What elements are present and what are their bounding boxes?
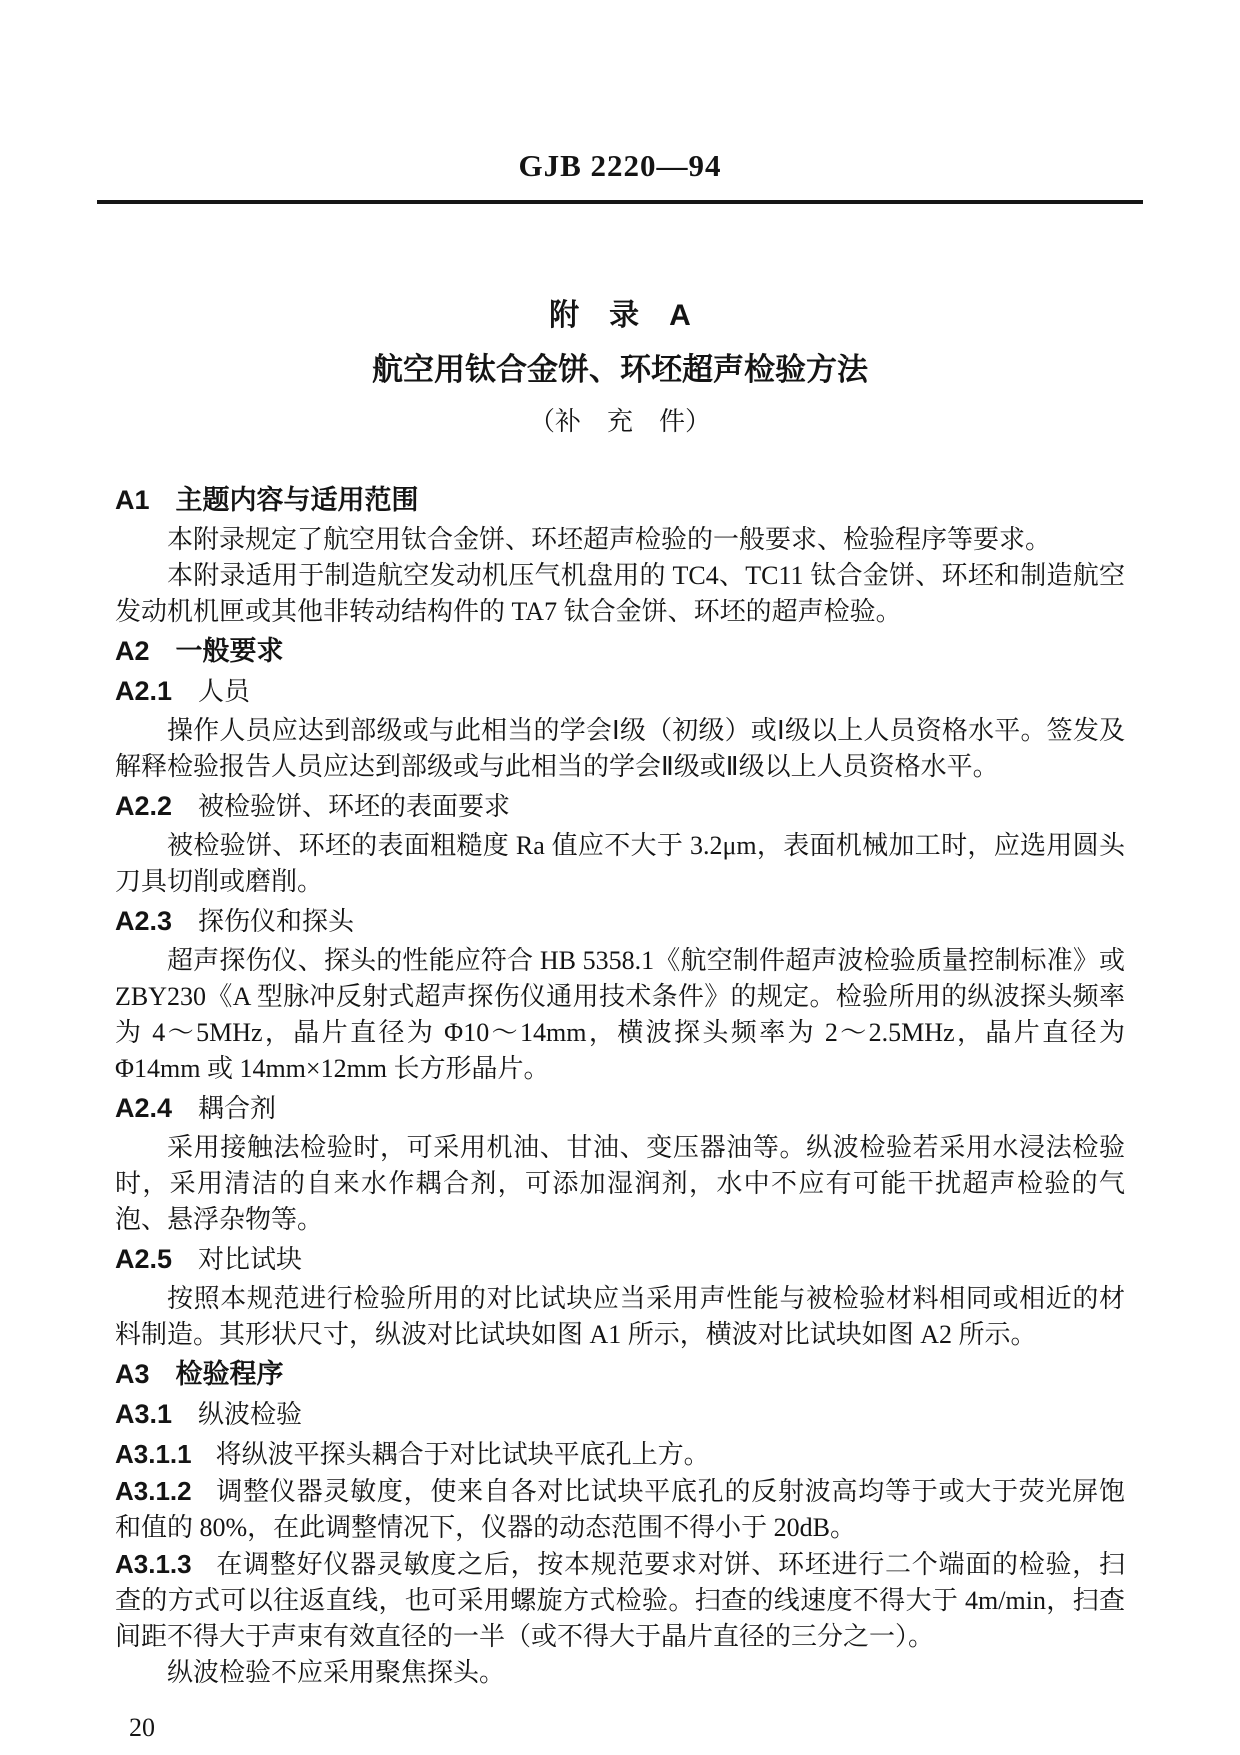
- paragraph: 按照本规范进行检验所用的对比试块应当采用声性能与被检验材料相同或相近的材料制造。其形状尺寸，纵波对比试块如图 A1 所示，横波对比试块如图 A2 所示。: [115, 1284, 1125, 1349]
- paragraph: 超声探伤仪、探头的性能应符合 HB 5358.1《航空制件超声波检验质量控制标准》或 ZBY230《A 型脉冲反射式超声探伤仪通用技术条件》的规定。检验所用的纵波探头频率为 4～5MHz，晶片直径为 Φ10～14mm，横波探头频率为 2～2.5MHz，晶片直径为 Φ14mm 或 14mm×12mm 长方形晶片。: [115, 946, 1125, 1083]
- doc-number: GJB 2220—94: [518, 148, 722, 183]
- clause-number: A3.1.3: [115, 1549, 192, 1579]
- paragraph: 本附录规定了航空用钛合金饼、环坯超声检验的一般要求、检验程序等要求。: [167, 525, 1052, 554]
- heading-title: 主题内容与适用范围: [175, 485, 419, 515]
- paragraph: 被检验饼、环坯的表面粗糙度 Ra 值应不大于 3.2μm，表面机械加工时，应选用圆头刀具切削或磨削。: [115, 831, 1125, 896]
- clause-text: 在调整好仪器灵敏度之后，按本规范要求对饼、环坯进行二个端面的检验，扫查的方式可以往返直线，也可采用螺旋方式检验。扫查的线速度不得大于 4m/min，扫查间距不得大于声束有效直径的一半（或不得大于晶片直径的三分之一）。: [115, 1550, 1125, 1651]
- heading-number: A2.5: [115, 1244, 173, 1274]
- heading-a3-1: [115, 1396, 1125, 1433]
- heading-number: A2.2: [115, 791, 173, 821]
- clause-text: 将纵波平探头耦合于对比试块平底孔上方。: [215, 1440, 710, 1469]
- heading-title: 纵波检验: [198, 1400, 303, 1429]
- clause-number: A3.1.2: [115, 1476, 192, 1506]
- clause-a3-1-1: [115, 1436, 1125, 1473]
- header-rule: [97, 200, 1143, 204]
- heading-a2: [115, 633, 1125, 670]
- paragraph: 操作人员应达到部级或与此相当的学会Ⅰ级（初级）或Ⅰ级以上人员资格水平。签发及解释检验报告人员应达到部级或与此相当的学会Ⅱ级或Ⅱ级以上人员资格水平。: [115, 716, 1125, 781]
- paragraph: 采用接触法检验时，可采用机油、甘油、变压器油等。纵波检验若采用水浸法检验时，采用清洁的自来水作耦合剂，可添加湿润剂，水中不应有可能干扰超声检验的气泡、悬浮杂物等。: [115, 1133, 1125, 1234]
- heading-number: A2.1: [115, 676, 173, 706]
- heading-number: A1: [115, 485, 150, 515]
- heading-a2-4: [115, 1090, 1125, 1127]
- paragraph: 本附录适用于制造航空发动机压气机盘用的 TC4、TC11 钛合金饼、环坯和制造航空发动机机匣或其他非转动结构件的 TA7 钛合金饼、环坯的超声检验。: [115, 561, 1125, 626]
- appendix-title: 航空用钛合金饼、环坯超声检验方法: [372, 352, 868, 387]
- page-number: 20: [129, 1713, 155, 1742]
- heading-a1: [115, 482, 1125, 519]
- heading-title: 耦合剂: [198, 1094, 277, 1123]
- heading-number: A3.1: [115, 1399, 173, 1429]
- appendix-subtitle: （补 充 件）: [528, 407, 711, 436]
- clause-number: A3.1.1: [115, 1439, 192, 1469]
- heading-number: A2: [115, 636, 150, 666]
- heading-a3: [115, 1356, 1125, 1393]
- clause-a3-1-2: [115, 1473, 1125, 1546]
- heading-number: A3: [115, 1359, 150, 1389]
- heading-number: A2.3: [115, 906, 173, 936]
- paragraph: 纵波检验不应采用聚焦探头。: [167, 1658, 506, 1687]
- appendix-label: 附 录 A: [549, 299, 691, 332]
- heading-a2-5: [115, 1241, 1125, 1278]
- heading-number: A2.4: [115, 1093, 173, 1123]
- heading-title: 探伤仪和探头: [198, 907, 355, 936]
- heading-a2-3: [115, 903, 1125, 940]
- heading-a2-1: [115, 673, 1125, 710]
- heading-title: 被检验饼、环坯的表面要求: [198, 792, 511, 821]
- heading-a2-2: [115, 788, 1125, 825]
- heading-title: 检验程序: [175, 1359, 284, 1389]
- document-body: [115, 482, 1125, 1691]
- heading-title: 一般要求: [175, 636, 284, 666]
- heading-title: 人员: [198, 677, 251, 706]
- clause-a3-1-3: [115, 1546, 1125, 1655]
- clause-text: 调整仪器灵敏度，使来自各对比试块平底孔的反射波高均等于或大于荧光屏饱和值的 80%，在此调整情况下，仪器的动态范围不得小于 20dB。: [115, 1477, 1125, 1542]
- heading-title: 对比试块: [198, 1245, 303, 1274]
